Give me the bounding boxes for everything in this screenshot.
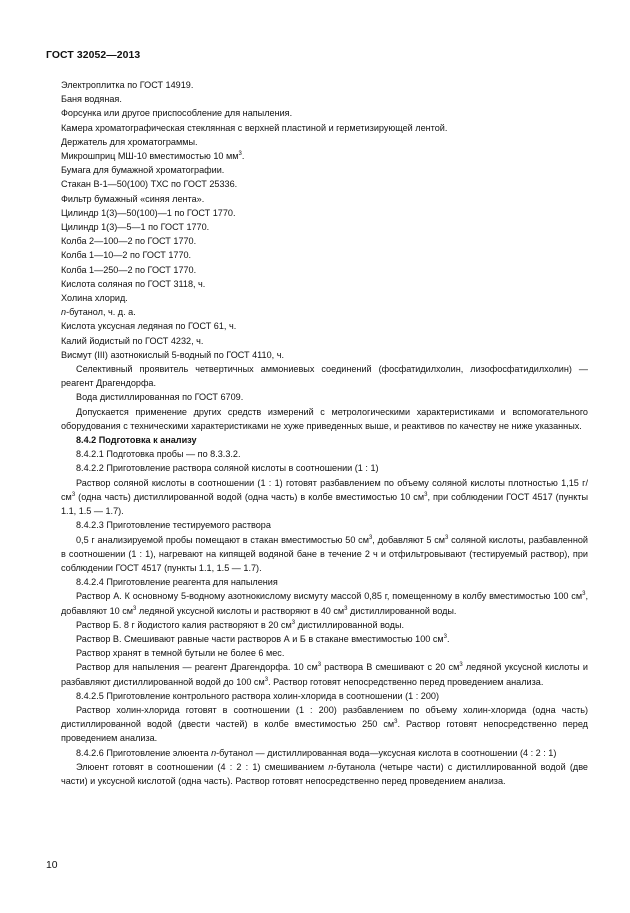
solution-b-paragraph: Раствор Б. 8 г йодистого калия растворяют в 20 $см^3$ дистиллированной воды. (76, 619, 405, 630)
subsection-title: 8.4.2.2 Приготовление раствора соляной кислоты в соотношении (1 : 1) (76, 463, 379, 474)
test-solution-paragraph: 0,5 г анализируемой пробы помещают в стакан вместимостью 50 $см^3$, добавляют 5 $см^3$ соляной кислоты, разбавленной в соотношении (1 : 1), нагревают на кипящей водяной бане в течение 2 ч и отфильтровывают (тестируемый раствор), при соблюдении ГОСТ 4517 (пункты 1.1, 1.5 — 1.7). (61, 534, 588, 573)
solution-a-paragraph: Раствор А. К основному 5-водному азотнокислому висмуту массой 0,85 г, помещенному в колбу вместимостью 100 $см^3$, добавляют 10 $см^3$ ледяной уксусной кислоты и растворяют в 40 $см^3$ дистиллированной воды. (61, 591, 588, 616)
material-item: Бумага для бумажной хроматографии. (61, 165, 225, 176)
subsection-title: 8.4.2.4 Приготовление реагента для напыления (76, 577, 278, 588)
equipment-item: Баня водяная. (61, 94, 122, 105)
solution-c-paragraph: Раствор В. Смешивают равные части растворов А и Б в стакане вместимостью 100 $см^3$. (76, 633, 450, 644)
material-item: Цилиндр 1(3)—5—1 по ГОСТ 1770. (61, 222, 210, 233)
material-item: Колба 1—10—2 по ГОСТ 1770. (61, 250, 192, 261)
material-item: Кислота соляная по ГОСТ 3118, ч. (61, 278, 206, 289)
section-heading: 8.4.2 Подготовка к анализу (76, 435, 197, 446)
subsection-title: 8.4.2.1 Подготовка пробы — по 8.3.3.2. (76, 449, 241, 460)
equipment-item: Форсунка или другое приспособление для напыления. (61, 108, 293, 119)
material-item: Фильтр бумажный «синяя лента». (61, 193, 205, 204)
equipment-item: Камера хроматографическая стеклянная с верхней пластиной и герметизирующей лентой. (61, 122, 448, 133)
page-header: ГОСТ 32052—2013 (46, 50, 141, 61)
hcl-solution-paragraph: Раствор соляной кислоты в соотношении (1 : 1) готовят разбавлением по объему соляной кислоты плотностью 1,15 $г/см^3$ (одна часть) дистиллированной водой (одна часть) в колбе вместимостью 10 $см^3$, при соблюдении ГОСТ 4517 (пункты 1.1, 1.5 — 1.7). (61, 477, 588, 517)
substitution-paragraph: Допускается применение других средств измерений с метрологическими характеристиками и вспомогательного оборудования с техническими характеристиками не хуже приведенных выше, и реактивов по качеству не ниже указанных. (61, 406, 588, 431)
choline-solution-paragraph: Раствор холин-хлорида готовят в соотношении (1 : 200) разбавлением по объему холин-хлорида (одна часть) дистиллированной водой (двести частей) в колбе вместимостью 250 $см^3$. Раствор готовят непосредственно перед проведением анализа. (61, 704, 588, 744)
equipment-item-microsyringe: Микрошприц МШ-10 вместимостью 10 $мм^3$. (61, 150, 245, 162)
subsection-title: 8.4.2.5 Приготовление контрольного раствора холин-хлорида в соотношении (1 : 200) (76, 690, 439, 701)
equipment-item: Держатель для хроматограммы. (61, 136, 198, 147)
material-item: Цилиндр 1(3)—50(100)—1 по ГОСТ 1770. (61, 207, 236, 218)
subsection-title: 8.4.2.6 Приготовление элюента n-бутанол — дистиллированная вода—уксусная кислота в соотношении (4 : 2 : 1) (76, 747, 557, 758)
material-item: Холина хлорид. (61, 293, 128, 304)
material-item: Стакан В-1—50(100) ТХС по ГОСТ 25336. (61, 179, 238, 190)
selective-developer-paragraph: Селективный проявитель четвертичных аммониевых соединений (фосфатидилхолин, лизофосфатидилхолин) — реагент Драгендорфа. (61, 364, 588, 389)
eluent-paragraph: Элюент готовят в соотношении (4 : 2 : 1) смешиванием n-бутанола (четыре части) с дистиллированной водой (две части) и уксусной кислотой (одна часть). Раствор готовят непосредственно перед проведением анализа. (61, 761, 588, 786)
storage-paragraph: Раствор хранят в темной бутыли не более 6 мес. (76, 648, 285, 659)
reagent-item: Калий йодистый по ГОСТ 4232, ч. (61, 335, 204, 346)
spray-solution-paragraph: Раствор для напыления — реагент Драгендорфа. 10 $см^3$ раствора В смешивают с 20 $см^3$ ледяной уксусной кислоты и разбавляют дистиллированной водой до 100 $см^3$. Раствор готовят непосредственно перед проведением анализа. (61, 662, 588, 687)
page-number: 10 (46, 860, 58, 871)
subsection-title: 8.4.2.3 Приготовление тестируемого раствора (76, 520, 271, 531)
equipment-item: Электроплитка по ГОСТ 14919. (61, 80, 194, 90)
material-item: Колба 2—100—2 по ГОСТ 1770. (61, 236, 197, 247)
reagent-item: Висмут (III) азотнокислый 5-водный по ГОСТ 4110, ч. (61, 349, 284, 360)
material-item: Колба 1—250—2 по ГОСТ 1770. (61, 264, 197, 275)
document-body (61, 78, 588, 788)
water-item: Вода дистиллированная по ГОСТ 6709. (76, 392, 244, 403)
reagent-item-butanol: n-бутанол, ч. д. а. (61, 307, 136, 318)
reagent-item: Кислота уксусная ледяная по ГОСТ 61, ч. (61, 321, 237, 332)
